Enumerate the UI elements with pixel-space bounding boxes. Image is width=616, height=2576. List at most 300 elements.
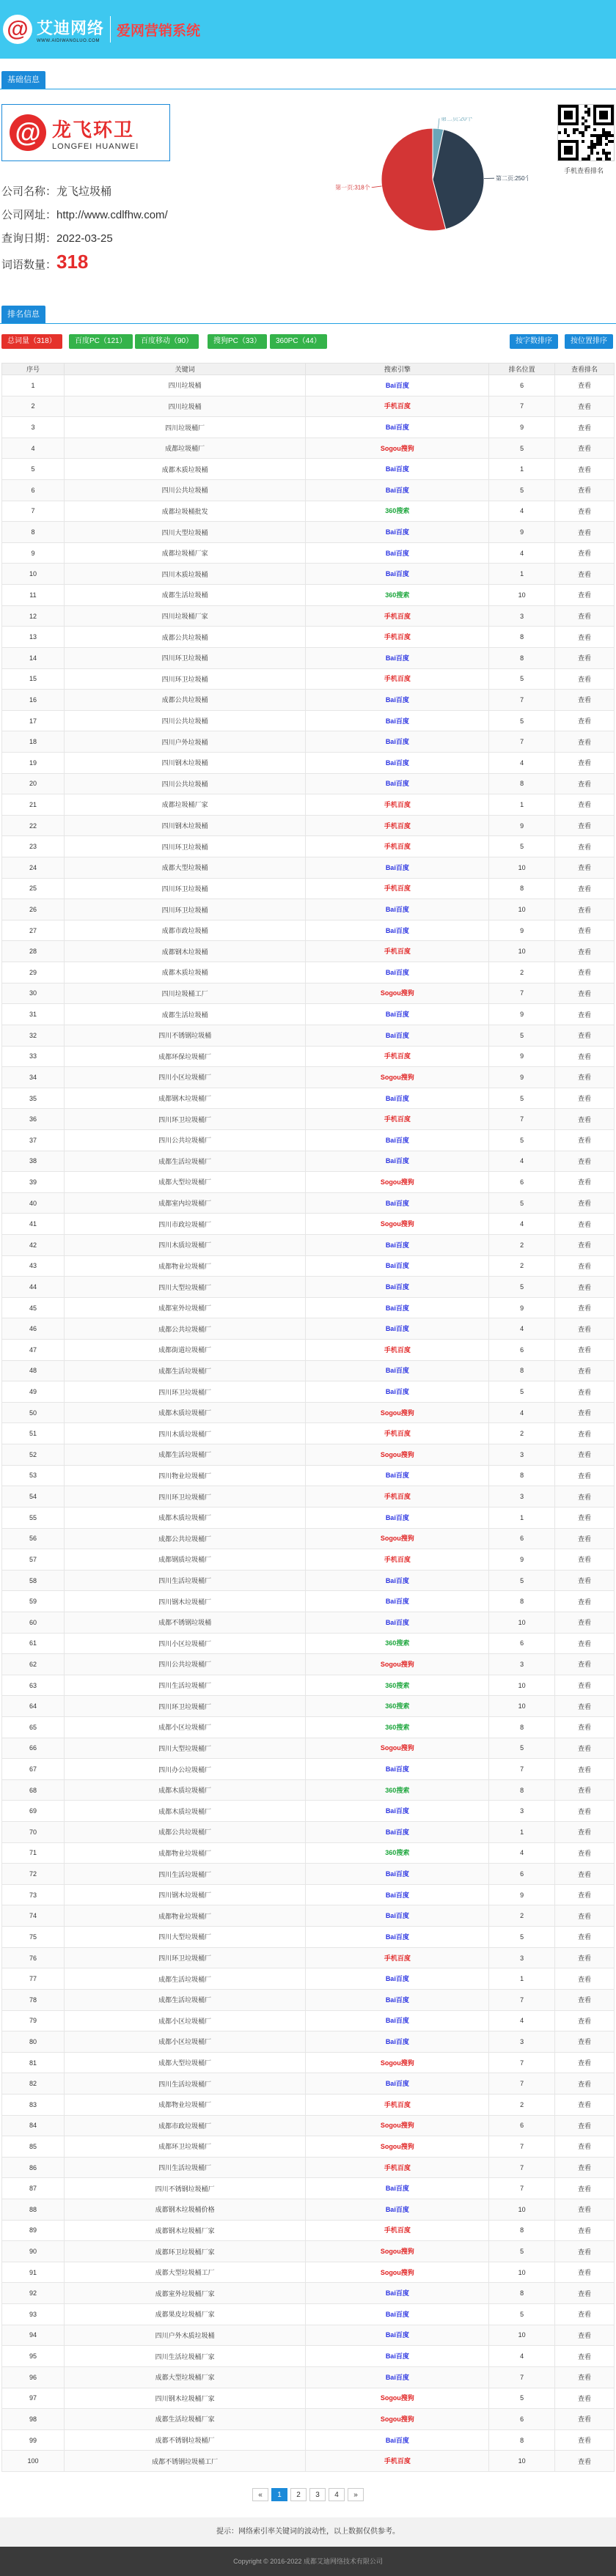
engine-logo-icon: 手机百度: [384, 1493, 411, 1501]
row-engine: [306, 1360, 489, 1381]
engine-logo-icon: 手机百度: [384, 822, 411, 830]
row-view-link[interactable]: 查看: [555, 731, 615, 753]
row-index: 93: [2, 2304, 65, 2325]
table-row: [2, 941, 615, 962]
row-view-link[interactable]: 查看: [555, 542, 615, 564]
row-view-link[interactable]: 查看: [555, 480, 615, 501]
row-view-link[interactable]: 查看: [555, 1675, 615, 1696]
engine-logo-icon: Bai百度: [385, 2436, 409, 2444]
row-view-link[interactable]: 查看: [555, 857, 615, 879]
qr-label: 手机查看排名: [563, 167, 604, 174]
row-position: 6: [489, 1864, 555, 1885]
row-index: 26: [2, 899, 65, 920]
row-engine: [306, 2366, 489, 2388]
row-index: 88: [2, 2199, 65, 2221]
row-keyword: 四川环卫垃圾桶厂: [64, 1696, 306, 1717]
row-position: 10: [489, 585, 555, 606]
row-index: 39: [2, 1172, 65, 1193]
row-engine: [306, 2409, 489, 2430]
row-index: 22: [2, 815, 65, 836]
row-index: 6: [2, 480, 65, 501]
row-keyword: 四川生活垃圾桶厂: [64, 2073, 306, 2095]
row-keyword: 四川环卫垃圾桶厂: [64, 1947, 306, 1968]
table-row: [2, 899, 615, 920]
row-view-link[interactable]: 查看: [555, 941, 615, 962]
row-view-link[interactable]: 查看: [555, 1717, 615, 1738]
table-row: [2, 396, 615, 417]
pager-next[interactable]: »: [348, 2488, 364, 2501]
row-view-link[interactable]: 查看: [555, 1801, 615, 1822]
row-position: 9: [489, 1046, 555, 1067]
table-row: [2, 1088, 615, 1109]
row-position: 10: [489, 1675, 555, 1696]
row-index: 63: [2, 1675, 65, 1696]
row-view-link[interactable]: 查看: [555, 2115, 615, 2136]
row-view-link[interactable]: 查看: [555, 1989, 615, 2010]
row-view-link[interactable]: 查看: [555, 2388, 615, 2409]
row-index: 65: [2, 1717, 65, 1738]
table-row: [2, 1633, 615, 1654]
row-engine: [306, 878, 489, 899]
engine-logo-icon: Bai百度: [385, 424, 409, 432]
row-index: 60: [2, 1612, 65, 1633]
row-view-link[interactable]: 查看: [555, 1381, 615, 1403]
row-keyword: 四川钢木垃圾桶: [64, 815, 306, 836]
row-view-link[interactable]: 查看: [555, 1151, 615, 1172]
row-view-link[interactable]: 查看: [555, 1067, 615, 1088]
row-view-link[interactable]: 查看: [555, 710, 615, 731]
row-view-link[interactable]: 查看: [555, 459, 615, 480]
table-row: [2, 2366, 615, 2388]
engine-logo-icon: 手机百度: [384, 948, 411, 956]
row-keyword: 成都生活垃圾桶: [64, 1004, 306, 1025]
row-view-link[interactable]: 查看: [555, 605, 615, 627]
col-index: 序号: [2, 363, 65, 375]
table-row: [2, 1968, 615, 1990]
row-view-link[interactable]: 查看: [555, 1318, 615, 1340]
row-index: 38: [2, 1151, 65, 1172]
row-engine: [306, 1675, 489, 1696]
row-keyword: 四川环卫垃圾桶厂: [64, 1486, 306, 1507]
row-view-link[interactable]: 查看: [555, 1214, 615, 1235]
row-view-link[interactable]: 查看: [555, 1633, 615, 1654]
row-keyword: 四川生活垃圾桶厂: [64, 1675, 306, 1696]
row-position: 4: [489, 1214, 555, 1235]
engine-logo-icon: Sogou搜狗: [380, 1220, 414, 1228]
row-view-link[interactable]: 查看: [555, 962, 615, 983]
row-view-link[interactable]: 查看: [555, 1759, 615, 1780]
row-view-link[interactable]: 查看: [555, 1004, 615, 1025]
row-view-link[interactable]: 查看: [555, 2429, 615, 2451]
row-view-link[interactable]: 查看: [555, 1423, 615, 1444]
row-index: 41: [2, 1214, 65, 1235]
engine-logo-icon: Bai百度: [385, 465, 409, 473]
row-view-link[interactable]: 查看: [555, 2073, 615, 2095]
row-view-link[interactable]: 查看: [555, 396, 615, 417]
brand-url: WWW.AIDIWANGLUO.COM: [37, 38, 100, 43]
row-view-link[interactable]: 查看: [555, 585, 615, 606]
section-tag-basic: 基础信息: [1, 71, 45, 89]
row-index: 59: [2, 1591, 65, 1612]
row-keyword: 成都生活垃圾桶厂: [64, 1360, 306, 1381]
stat-baidu-pc[interactable]: 百度PC（121）: [69, 334, 133, 349]
system-title: 爱网营销系统: [117, 23, 201, 39]
row-view-link[interactable]: 查看: [555, 690, 615, 711]
row-view-link[interactable]: 查看: [555, 1570, 615, 1591]
row-view-link[interactable]: 查看: [555, 668, 615, 690]
row-index: 17: [2, 710, 65, 731]
table-row: [2, 2010, 615, 2031]
row-view-link[interactable]: 查看: [555, 1884, 615, 1905]
row-index: 27: [2, 920, 65, 941]
row-position: 6: [489, 1172, 555, 1193]
row-view-link[interactable]: 查看: [555, 1234, 615, 1255]
table-row: [2, 1591, 615, 1612]
table-row: [2, 1738, 615, 1759]
row-engine: [306, 773, 489, 794]
engine-logo-icon: Bai百度: [385, 2037, 409, 2045]
stat-baidu-mobile[interactable]: 百度移动（90）: [135, 334, 199, 349]
row-view-link[interactable]: 查看: [555, 1129, 615, 1151]
engine-logo-icon: 360搜索: [385, 507, 410, 515]
row-view-link[interactable]: 查看: [555, 1340, 615, 1361]
row-view-link[interactable]: 查看: [555, 2304, 615, 2325]
table-row: [2, 375, 615, 396]
row-keyword: 成都垃圾桶批发: [64, 501, 306, 522]
row-keyword: 成都公共垃圾桶厂: [64, 1528, 306, 1549]
row-index: 100: [2, 2451, 65, 2472]
row-keyword: 四川木质垃圾桶厂: [64, 1423, 306, 1444]
row-keyword: 成都小区垃圾桶厂: [64, 2031, 306, 2053]
row-view-link[interactable]: 查看: [555, 2094, 615, 2115]
row-index: 23: [2, 836, 65, 857]
table-row: [2, 2262, 615, 2283]
row-keyword: 成都街道垃圾桶厂: [64, 1340, 306, 1361]
row-view-link[interactable]: 查看: [555, 1947, 615, 1968]
table-row: [2, 2052, 615, 2073]
row-keyword: 成都环卫垃圾桶厂: [64, 2136, 306, 2158]
engine-logo-icon: Sogou搜狗: [380, 2122, 414, 2130]
engine-logo-icon: Bai百度: [385, 780, 409, 788]
pager-page-3[interactable]: 3: [309, 2488, 326, 2501]
row-engine: [306, 1192, 489, 1214]
table-row: [2, 1675, 615, 1696]
row-index: 33: [2, 1046, 65, 1067]
row-view-link[interactable]: 查看: [555, 2178, 615, 2199]
engine-logo-icon: Bai百度: [385, 486, 409, 494]
row-engine: [306, 459, 489, 480]
row-position: 5: [489, 1927, 555, 1948]
row-view-link[interactable]: 查看: [555, 1465, 615, 1486]
row-index: 55: [2, 1507, 65, 1528]
row-keyword: 成都生活垃圾桶厂家: [64, 2409, 306, 2430]
row-position: 10: [489, 1696, 555, 1717]
row-keyword: 四川钢木垃圾桶厂家: [64, 2388, 306, 2409]
row-position: 3: [489, 2031, 555, 2053]
row-index: 68: [2, 1779, 65, 1801]
row-view-link[interactable]: 查看: [555, 564, 615, 585]
row-view-link[interactable]: 查看: [555, 1360, 615, 1381]
row-view-link[interactable]: 查看: [555, 1109, 615, 1130]
row-position: 5: [489, 668, 555, 690]
engine-logo-icon: Sogou搜狗: [380, 2142, 414, 2150]
pager-page-4[interactable]: 4: [329, 2488, 345, 2501]
pager-prev[interactable]: «: [252, 2488, 268, 2501]
keyword-count-label: 词语数量：: [1, 259, 57, 271]
row-keyword: 成都市政垃圾桶: [64, 920, 306, 941]
row-view-link[interactable]: 查看: [555, 983, 615, 1004]
row-view-link[interactable]: 查看: [555, 501, 615, 522]
stat-360-pc[interactable]: 360PC（44）: [270, 334, 327, 349]
row-view-link[interactable]: 查看: [555, 794, 615, 816]
table-row: [2, 501, 615, 522]
row-view-link[interactable]: 查看: [555, 1779, 615, 1801]
row-engine: [306, 1507, 489, 1528]
row-view-link[interactable]: 查看: [555, 899, 615, 920]
row-position: 10: [489, 2262, 555, 2283]
row-engine: [306, 1612, 489, 1633]
row-engine: [306, 2241, 489, 2262]
engine-logo-icon: 360搜索: [385, 1849, 410, 1857]
row-position: 10: [489, 899, 555, 920]
row-view-link[interactable]: 查看: [555, 1549, 615, 1571]
row-position: 5: [489, 2304, 555, 2325]
row-view-link[interactable]: 查看: [555, 1402, 615, 1423]
engine-logo-icon: Bai百度: [385, 1199, 409, 1207]
engine-logo-icon: Bai百度: [385, 2185, 409, 2193]
row-index: 76: [2, 1947, 65, 1968]
row-view-link[interactable]: 查看: [555, 1968, 615, 1990]
row-position: 1: [489, 1507, 555, 1528]
row-view-link[interactable]: 查看: [555, 2283, 615, 2304]
row-engine: [306, 1968, 489, 1990]
sort-by-position-button[interactable]: 按位置排序: [565, 334, 613, 349]
row-keyword: 成都木质垃圾桶厂: [64, 1779, 306, 1801]
row-view-link[interactable]: 查看: [555, 1612, 615, 1633]
row-engine: [306, 1822, 489, 1843]
row-view-link[interactable]: 查看: [555, 752, 615, 773]
row-view-link[interactable]: 查看: [555, 2346, 615, 2367]
rank-table: [1, 363, 615, 2472]
engine-logo-icon: Sogou搜狗: [380, 1178, 414, 1186]
row-position: 2: [489, 962, 555, 983]
row-position: 7: [489, 2073, 555, 2095]
row-engine: [306, 815, 489, 836]
row-view-link[interactable]: 查看: [555, 1255, 615, 1277]
row-keyword: 四川垃圾桶工厂: [64, 983, 306, 1004]
row-position: 5: [489, 480, 555, 501]
row-position: 5: [489, 438, 555, 459]
row-index: 51: [2, 1423, 65, 1444]
row-view-link[interactable]: 查看: [555, 2010, 615, 2031]
stat-total[interactable]: 总词量（318）: [1, 334, 62, 349]
row-view-link[interactable]: 查看: [555, 1507, 615, 1528]
sort-by-length-button[interactable]: 按字数排序: [510, 334, 558, 349]
row-keyword: 四川生活垃圾桶厂: [64, 1570, 306, 1591]
row-engine: [306, 1864, 489, 1885]
engine-logo-icon: 手机百度: [384, 612, 411, 620]
row-position: 7: [489, 983, 555, 1004]
row-keyword: 四川环卫垃圾桶: [64, 668, 306, 690]
row-position: 7: [489, 2136, 555, 2158]
table-row: [2, 1046, 615, 1067]
row-keyword: 成都大型垃圾桶厂: [64, 2052, 306, 2073]
row-engine: [306, 1989, 489, 2010]
engine-logo-icon: 手机百度: [384, 843, 411, 851]
row-view-link[interactable]: 查看: [555, 2220, 615, 2241]
row-view-link[interactable]: 查看: [555, 2262, 615, 2283]
row-view-link[interactable]: 查看: [555, 1088, 615, 1109]
engine-logo-icon: 手机百度: [384, 1555, 411, 1563]
row-index: 82: [2, 2073, 65, 2095]
row-index: 20: [2, 773, 65, 794]
row-view-link[interactable]: 查看: [555, 627, 615, 648]
row-keyword: 成都果皮垃圾桶厂家: [64, 2304, 306, 2325]
row-view-link[interactable]: 查看: [555, 1172, 615, 1193]
row-engine: [306, 1172, 489, 1193]
row-view-link[interactable]: 查看: [555, 2325, 615, 2346]
row-engine: [306, 2346, 489, 2367]
engine-logo-icon: Bai百度: [385, 1828, 409, 1836]
row-view-link[interactable]: 查看: [555, 1738, 615, 1759]
row-engine: [306, 1340, 489, 1361]
table-row: [2, 2241, 615, 2262]
row-position: 4: [489, 542, 555, 564]
row-index: 70: [2, 1822, 65, 1843]
row-keyword: 成都不锈钢垃圾桶: [64, 1612, 306, 1633]
pager-page-2[interactable]: 2: [290, 2488, 307, 2501]
row-index: 81: [2, 2052, 65, 2073]
row-view-link[interactable]: 查看: [555, 1192, 615, 1214]
row-view-link[interactable]: 查看: [555, 647, 615, 668]
row-view-link[interactable]: 查看: [555, 773, 615, 794]
row-view-link[interactable]: 查看: [555, 2241, 615, 2262]
engine-logo-icon: Bai百度: [385, 1241, 409, 1249]
table-row: [2, 920, 615, 941]
row-index: 57: [2, 1549, 65, 1571]
row-keyword: 成都钢木垃圾桶价格: [64, 2199, 306, 2221]
row-view-link[interactable]: 查看: [555, 1864, 615, 1885]
row-index: 58: [2, 1570, 65, 1591]
company-name: 公司名称：龙飞垃圾桶: [1, 185, 112, 198]
pager-page-1[interactable]: 1: [271, 2488, 287, 2501]
row-view-link[interactable]: 查看: [555, 375, 615, 396]
row-index: 97: [2, 2388, 65, 2409]
engine-logo-icon: Sogou搜狗: [380, 2059, 414, 2067]
row-keyword: 四川大型垃圾桶厂: [64, 1277, 306, 1298]
row-view-link[interactable]: 查看: [555, 2052, 615, 2073]
row-keyword: 成都室外垃圾桶厂: [64, 1297, 306, 1318]
row-keyword: 四川钢木垃圾桶: [64, 752, 306, 773]
row-view-link[interactable]: 查看: [555, 920, 615, 941]
row-engine: [306, 1591, 489, 1612]
row-view-link[interactable]: 查看: [555, 2136, 615, 2158]
row-view-link[interactable]: 查看: [555, 1528, 615, 1549]
row-keyword: 四川垃圾桶厂家: [64, 605, 306, 627]
row-view-link[interactable]: 查看: [555, 2366, 615, 2388]
row-view-link[interactable]: 查看: [555, 1591, 615, 1612]
row-view-link[interactable]: 查看: [555, 878, 615, 899]
row-view-link[interactable]: 查看: [555, 1927, 615, 1948]
row-view-link[interactable]: 查看: [555, 1297, 615, 1318]
row-view-link[interactable]: 查看: [555, 836, 615, 857]
query-date: 查询日期：2022-03-25: [1, 232, 113, 245]
row-view-link[interactable]: 查看: [555, 1486, 615, 1507]
row-engine: [306, 857, 489, 879]
row-view-link[interactable]: 查看: [555, 1444, 615, 1466]
row-view-link[interactable]: 查看: [555, 1277, 615, 1298]
row-view-link[interactable]: 查看: [555, 1696, 615, 1717]
row-view-link[interactable]: 查看: [555, 1842, 615, 1864]
table-row: [2, 836, 615, 857]
row-position: 9: [489, 1067, 555, 1088]
row-index: 24: [2, 857, 65, 879]
engine-logo-icon: 手机百度: [384, 675, 411, 683]
row-engine: [306, 2094, 489, 2115]
row-view-link[interactable]: 查看: [555, 2031, 615, 2053]
table-row: [2, 647, 615, 668]
table-row: [2, 1822, 615, 1843]
row-view-link[interactable]: 查看: [555, 2451, 615, 2472]
row-view-link[interactable]: 查看: [555, 1025, 615, 1046]
company-logo-cn: 龙飞环卫: [52, 118, 135, 141]
row-engine: [306, 1004, 489, 1025]
table-row: [2, 1465, 615, 1486]
row-view-link[interactable]: 查看: [555, 438, 615, 459]
row-index: 56: [2, 1528, 65, 1549]
row-view-link[interactable]: 查看: [555, 2199, 615, 2221]
row-position: 8: [489, 773, 555, 794]
row-keyword: 成都大型垃圾桶工厂: [64, 2262, 306, 2283]
row-index: 36: [2, 1109, 65, 1130]
row-position: 9: [489, 920, 555, 941]
section-tag-rank: 排名信息: [1, 306, 45, 323]
row-position: 7: [489, 731, 555, 753]
row-index: 15: [2, 668, 65, 690]
row-index: 47: [2, 1340, 65, 1361]
row-engine: [306, 794, 489, 816]
row-view-link[interactable]: 查看: [555, 1822, 615, 1843]
row-view-link[interactable]: 查看: [555, 2157, 615, 2178]
engine-logo-icon: Bai百度: [385, 1933, 409, 1941]
row-view-link[interactable]: 查看: [555, 1046, 615, 1067]
row-position: 2: [489, 2094, 555, 2115]
row-view-link[interactable]: 查看: [555, 417, 615, 438]
row-view-link[interactable]: 查看: [555, 815, 615, 836]
row-view-link[interactable]: 查看: [555, 522, 615, 543]
row-position: 8: [489, 1779, 555, 1801]
row-engine: [306, 542, 489, 564]
row-keyword: 四川公共垃圾桶厂: [64, 1129, 306, 1151]
row-view-link[interactable]: 查看: [555, 2409, 615, 2430]
table-row: [2, 794, 615, 816]
table-row: [2, 1507, 615, 1528]
row-index: 30: [2, 983, 65, 1004]
engine-logo-icon: Bai百度: [385, 2017, 409, 2025]
row-keyword: 成都钢木垃圾桶厂: [64, 1088, 306, 1109]
col-view: 查看排名: [555, 363, 615, 375]
engine-logo-icon: 手机百度: [384, 2100, 411, 2108]
row-position: 8: [489, 2220, 555, 2241]
table-row: [2, 605, 615, 627]
row-view-link[interactable]: 查看: [555, 1905, 615, 1927]
row-engine: [306, 1109, 489, 1130]
table-row: [2, 2073, 615, 2095]
engine-logo-icon: Bai百度: [385, 1157, 409, 1165]
row-position: 5: [489, 1738, 555, 1759]
stat-sogou-pc[interactable]: 搜狗PC（33）: [208, 334, 267, 349]
row-view-link[interactable]: 查看: [555, 1654, 615, 1675]
